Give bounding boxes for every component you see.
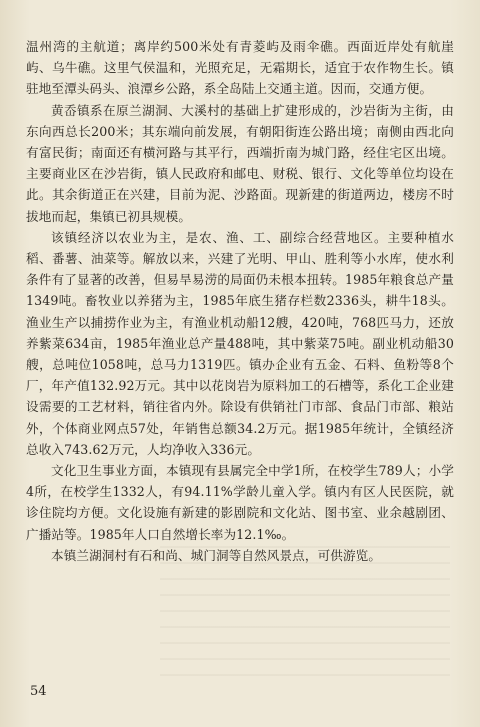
paragraph-2: 黄岙镇系在原兰湖洞、大溪村的基础上扩建形成的，沙岩街为主街，由东向西总长200米；其东端向前发展，有朝阳街连公路出境；南侧由西北向有富民街；南面还有横河路与其平行，西端折南为城门路，经住宅区出境。主要商业区在沙岩街，镇人民政府和邮电、财税、银行、文化等单位均设在此。其余街道正在兴建，目前为泥、沙路面。现新建的街道两边，楼房不时拔地而起，集镇已初具规模。 (26, 102, 454, 224)
paragraph-5: 本镇兰湖洞村有石和尚、城门洞等自然风景点，可供游览。 (51, 547, 382, 563)
paragraph-4: 文化卫生事业方面，本镇现有县属完全中学1所，在校学生789人；小学4所，在校学生1332人，有94.11%学龄儿童入学。镇内有区人民医院，就诊住院均方便。文化设施有新建的影剧院和文化站、图书室、业余越剧团、广播站等。1985年人口自然增长率为12.1‰。 (26, 463, 454, 542)
page-number: 54 (30, 684, 47, 699)
body-text (26, 36, 454, 566)
paragraph-1: 温州湾的主航道；离岸约500米处有青菱屿及雨伞礁。西面近岸处有航崖屿、乌牛礁。这里气侯温和，光照充足，无霜期长，适宜于农作物生长。镇驻地至潭头码头、浪潭乡公路，系全岛陆上交通主道。因而，交通方便。 (26, 39, 454, 97)
paragraph-3: 该镇经济以农业为主，是农、渔、工、副综合经营地区。主要种植水稻、番薯、油菜等。解放以来，兴建了光明、甲山、胜利等小水库，使水利条件有了显著的改善，但易旱易涝的局面仍未根本扭转。1985年粮食总产量1349吨。畜牧业以养猪为主，1985年底生猪存栏数2336头，耕牛18头。渔业生产以捕捞作业为主，有渔业机动船12艘，420吨，768匹马力，还放养紫菜634亩，1985年渔业总产量488吨，其中紫菜75吨。副业机动船30艘，总吨位1058吨，总马力1319匹。镇办企业有五金、石料、鱼粉等8个厂，年产值132.92万元。其中以花岗岩为原料加工的石槽等，系化工企业建设需要的工艺材料，销往省内外。除设有供销社门市部、食品门市部、粮站外，个体商业网点57处，年销售总额34.2万元。据1985年统计，全镇经济总收入743.62万元，人均净收入336元。 (26, 229, 454, 457)
